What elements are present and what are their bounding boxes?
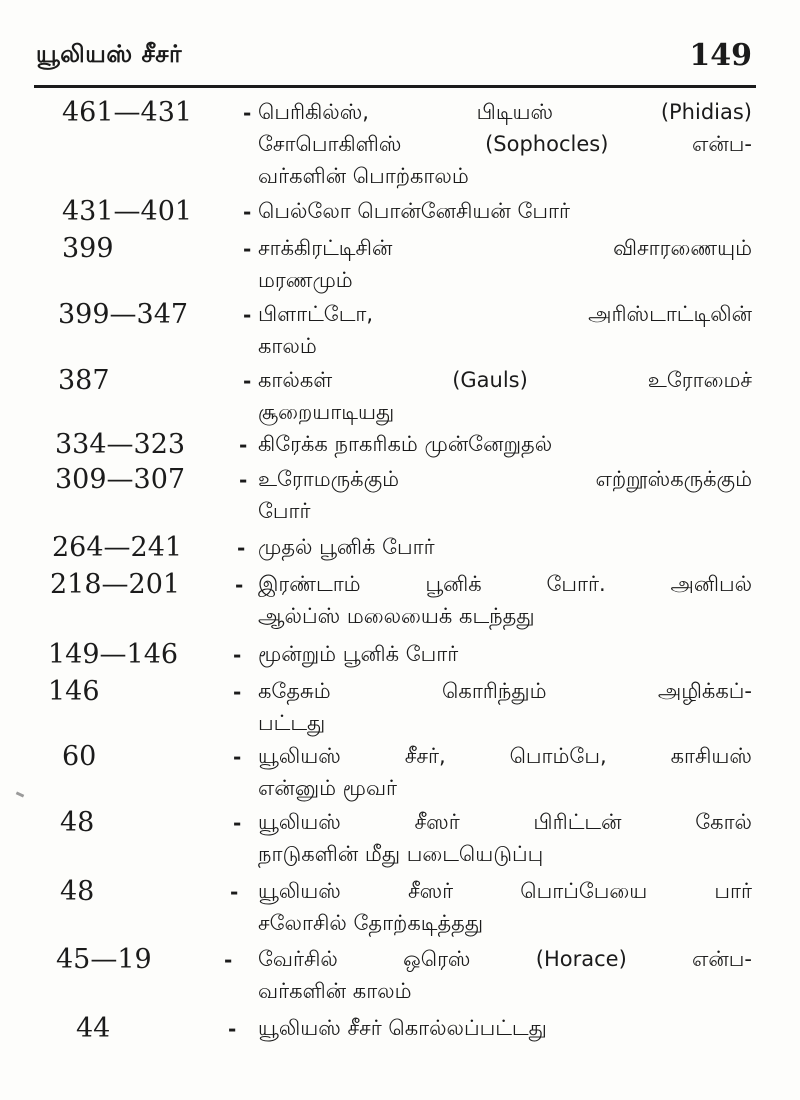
entry-bullet-dash: - [233,643,242,667]
entry-year: 48 [60,807,95,838]
entry-bullet-dash: - [243,200,252,224]
entry-bullet-dash: - [228,1017,237,1041]
entry-bullet-dash: - [239,468,248,492]
entry-description [258,568,752,632]
entry-description [258,943,752,1007]
entry-description [258,1012,752,1044]
running-title: யூலியஸ் சீசர் [36,40,183,68]
entry-bullet-dash: - [237,536,246,560]
entry-bullet-dash: - [224,948,233,972]
entry-year: 334—323 [55,429,186,460]
entry-description-line: சோபொகிளிஸ் (Sophocles) என்ப- [258,132,752,156]
entry-year: 399—347 [58,299,189,330]
entry-description [258,298,752,362]
entry-description [258,96,752,192]
entry-year: 461—431 [62,97,193,128]
entry-description-line: வேர்சில் ஒரெஸ் (Horace) என்ப- [258,947,752,971]
entry-description-line: யூலியஸ் சீசர், பொம்பே, காசியஸ் [258,744,752,768]
entry-year: 44 [76,1013,111,1044]
entry-description-line: யூலியஸ் சீஸர் பிரிட்டன் கோல் [258,810,752,834]
entry-description-line: முதல் பூனிக் போர் [258,535,435,559]
entry-description [258,364,752,428]
entry-description [258,463,752,527]
entry-description-line: என்னும் மூவர் [258,776,398,800]
entry-bullet-dash: - [233,745,242,769]
entry-description-line: இரண்டாம் பூனிக் போர். அனிபல் [258,572,752,596]
page-number: 149 [689,38,752,73]
entry-description-line: போர் [258,499,311,523]
entry-description-line: வர்களின் பொற்காலம் [258,164,469,188]
entry-description [258,675,752,739]
entry-description-line: மரணமும் [258,268,353,292]
entry-year: 387 [58,365,110,396]
entry-description-line: பிளாட்டோ, அரிஸ்டாட்டிலின் [258,302,752,326]
entry-year: 60 [62,741,97,772]
entry-bullet-dash: - [243,237,252,261]
entry-year: 309—307 [55,464,186,495]
entry-description-line: உரோமருக்கும் எற்றூஸ்கருக்கும் [258,467,752,491]
scan-speck [16,791,25,797]
entry-description-line: கதேசும் கொரிந்தும் அழிக்கப்- [258,679,752,703]
entry-description [258,740,752,804]
entry-description-line: கிரேக்க நாகரிகம் முன்னேறுதல் [258,432,553,456]
entry-description [258,875,752,939]
entry-bullet-dash: - [243,101,252,125]
entry-year: 146 [48,676,100,707]
entry-description-line: காலம் [258,334,317,358]
entry-description [258,531,752,563]
entry-description [258,806,752,870]
entry-description-line: யூலியஸ் சீஸர் பொப்பேயை பார் [258,879,752,903]
entry-description-line: மூன்றும் பூனிக் போர் [258,642,459,666]
entry-year: 399 [62,233,114,264]
entry-bullet-dash: - [233,811,242,835]
entry-description-line: வர்களின் காலம் [258,979,412,1003]
entry-description [258,232,752,296]
entry-description-line: பட்டது [258,711,326,735]
entry-description-line: கால்கள் (Gauls) உரோமைச் [258,368,752,392]
entry-bullet-dash: - [243,369,252,393]
entry-bullet-dash: - [233,680,242,704]
entry-year: 264—241 [52,532,183,563]
entry-description-line: யூலியஸ் சீசர் கொல்லப்பட்டது [258,1016,547,1040]
entry-description [258,638,752,670]
entry-bullet-dash: - [243,303,252,327]
entry-description [258,428,752,460]
entry-description-line: நாடுகளின் மீது படையெடுப்பு [258,842,544,866]
entry-year: 149—146 [48,639,179,670]
entry-description-line: பெரிகில்ஸ், பிடியஸ் (Phidias) [258,100,752,124]
entry-description [258,195,752,227]
entry-description-line: ஆல்ப்ஸ் மலையைக் கடந்தது [258,604,535,628]
entry-year: 45—19 [56,944,152,975]
entry-bullet-dash: - [230,880,239,904]
entry-description-line: பெல்லோ பொன்னேசியன் போர் [258,199,570,223]
entry-year: 218—201 [50,569,181,600]
entry-bullet-dash: - [235,573,244,597]
entry-description-line: சலோசில் தோற்கடித்தது [258,911,484,935]
entry-year: 431—401 [62,196,193,227]
entry-year: 48 [60,876,95,907]
entry-description-line: சாக்கிரட்டிசின் விசாரணையும் [258,236,752,260]
header-rule [34,85,756,88]
entry-bullet-dash: - [239,433,248,457]
entry-description-line: சூறையாடியது [258,400,395,424]
